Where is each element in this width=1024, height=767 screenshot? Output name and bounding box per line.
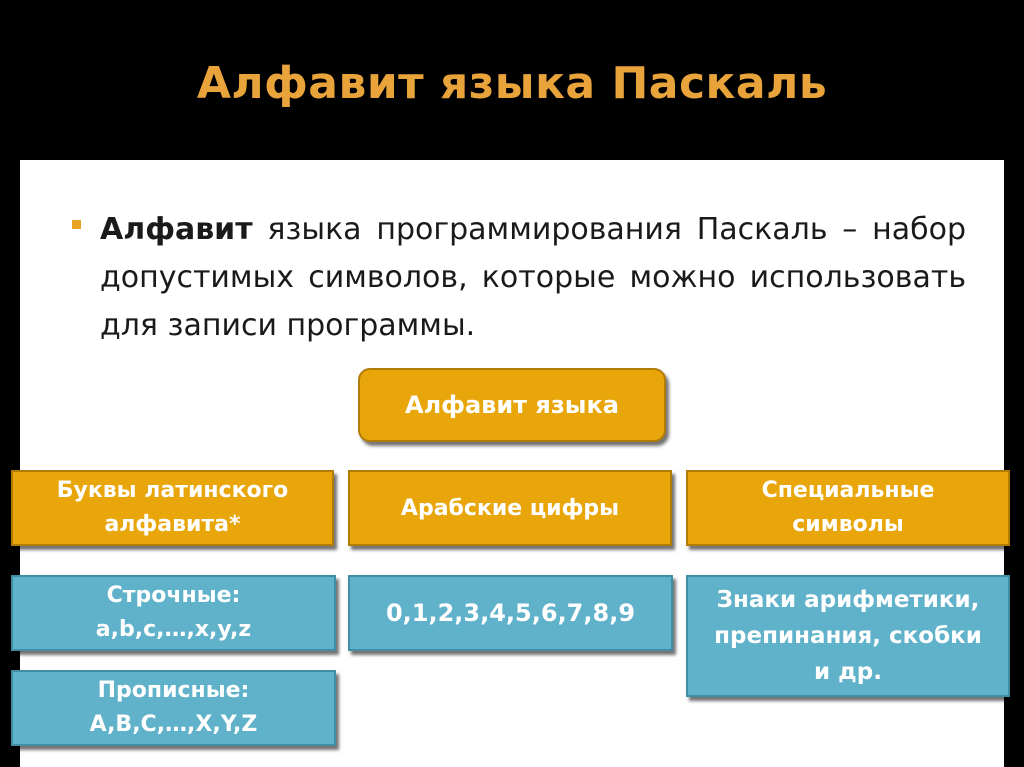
bullet-body: языка программирования Паскаль – набор допустимых символов, которые можно использовать для записи программы. — [100, 212, 966, 343]
slide-title: Алфавит языка Паскаль — [196, 58, 828, 109]
category-latin-letters — [11, 470, 334, 546]
detail-uppercase — [11, 670, 336, 746]
bullet-term: Алфавит — [100, 212, 253, 247]
title-bar — [0, 0, 1024, 160]
detail-label: Строчные: a,b,c,…,x,y,z — [95, 583, 252, 642]
bullet-square-icon — [72, 220, 81, 229]
diagram-root-box — [358, 368, 666, 442]
detail-digits — [348, 575, 673, 651]
detail-special-signs — [686, 575, 1010, 697]
detail-label: 0,1,2,3,4,5,6,7,8,9 — [385, 599, 636, 627]
category-label: Арабские цифры — [400, 495, 620, 521]
root-label: Алфавит языка — [405, 391, 619, 419]
detail-label: Знаки арифметики, препинания, скобки и др. — [714, 587, 982, 685]
category-label: Специальные символы — [761, 478, 935, 537]
detail-label: Прописные: A,B,C,…,X,Y,Z — [89, 678, 258, 737]
bullet-paragraph — [100, 206, 966, 350]
category-label: Буквы латинского алфавита* — [56, 478, 289, 537]
detail-lowercase — [11, 575, 336, 651]
category-arabic-digits — [348, 470, 672, 546]
category-special-symbols — [686, 470, 1010, 546]
